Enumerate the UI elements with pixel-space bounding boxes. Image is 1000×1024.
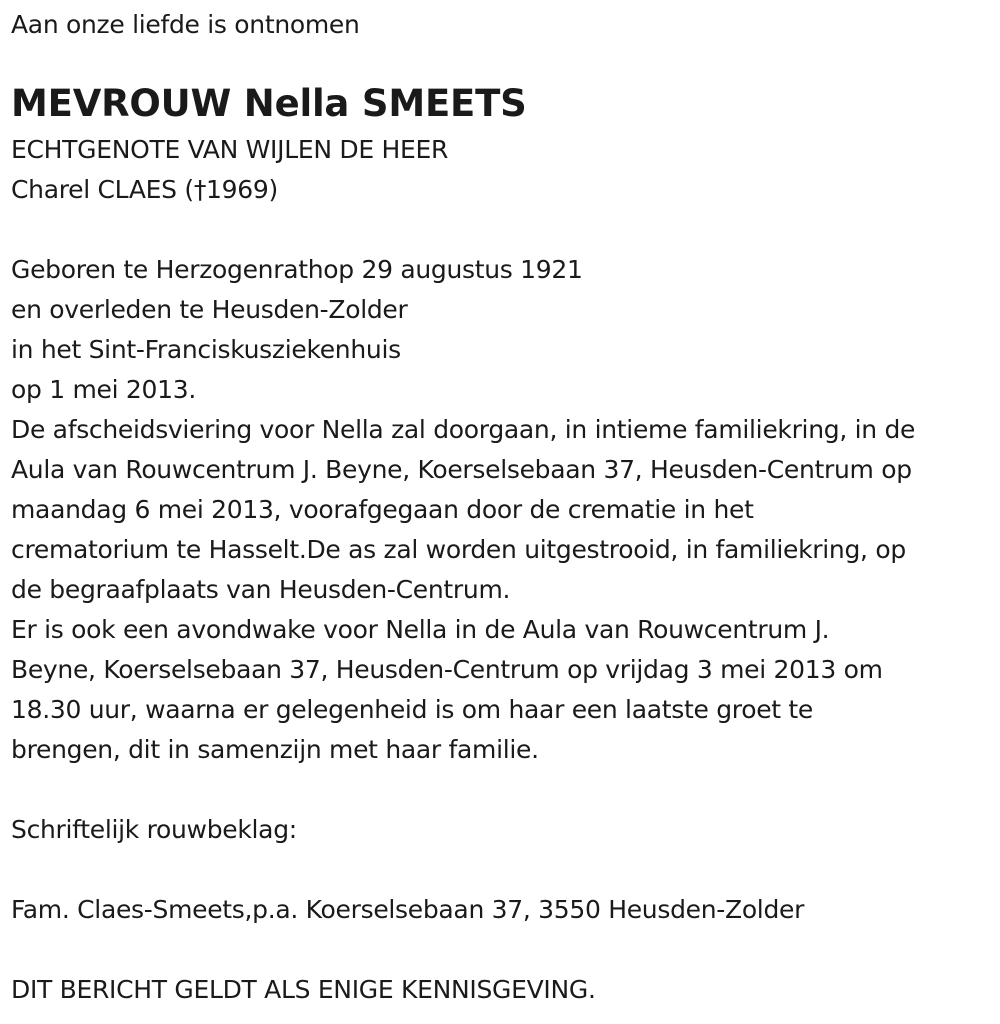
- ceremony-paragraph: [11, 410, 996, 610]
- condolence-address: Fam. Claes-Smeets,p.a. Koerselsebaan 37, 3550 Heusden-Zolder: [11, 895, 805, 924]
- intro-text: Aan onze liefde is ontnomen: [11, 10, 360, 39]
- spacer: [11, 850, 996, 890]
- ceremony-line: Aula van Rouwcentrum J. Beyne, Koerselsebaan 37, Heusden-Centrum op: [11, 455, 912, 484]
- wake-line: Er is ook een avondwake voor Nella in de Aula van Rouwcentrum J.: [11, 615, 830, 644]
- wake-line: brengen, dit in samenzijn met haar familie.: [11, 735, 539, 764]
- spouse-name: Charel CLAES (†1969): [11, 175, 278, 204]
- wake-paragraph: [11, 610, 996, 770]
- spacer: [11, 210, 996, 250]
- spouse-line: ECHTGENOTE VAN WIJLEN DE HEER: [11, 135, 449, 164]
- closing-statement: DIT BERICHT GELDT ALS ENIGE KENNISGEVING.: [11, 975, 596, 1004]
- wake-line: 18.30 uur, waarna er gelegenheid is om haar een laatste groet te: [11, 695, 814, 724]
- obituary-notice: [11, 8, 996, 1010]
- ceremony-line: maandag 6 mei 2013, voorafgegaan door de crematie in het: [11, 495, 754, 524]
- ceremony-line: crematorium te Hasselt.De as zal worden uitgestrooid, in familiekring, op: [11, 535, 906, 564]
- spacer: [11, 770, 996, 810]
- ceremony-line: de begraafplaats van Heusden-Centrum.: [11, 575, 511, 604]
- death-line: en overleden te Heusden-Zolder: [11, 295, 408, 324]
- spacer: [11, 930, 996, 970]
- death-place-line: in het Sint-Franciskusziekenhuis: [11, 335, 401, 364]
- wake-line: Beyne, Koerselsebaan 37, Heusden-Centrum op vrijdag 3 mei 2013 om: [11, 655, 883, 684]
- deceased-name: MEVROUW Nella SMEETS: [11, 82, 527, 125]
- ceremony-line: De afscheidsviering voor Nella zal doorgaan, in intieme familiekring, in de: [11, 415, 916, 444]
- condolence-label: Schriftelijk rouwbeklag:: [11, 815, 297, 844]
- death-date-line: op 1 mei 2013.: [11, 375, 196, 404]
- birth-line: Geboren te Herzogenrathop 29 augustus 1921: [11, 255, 583, 284]
